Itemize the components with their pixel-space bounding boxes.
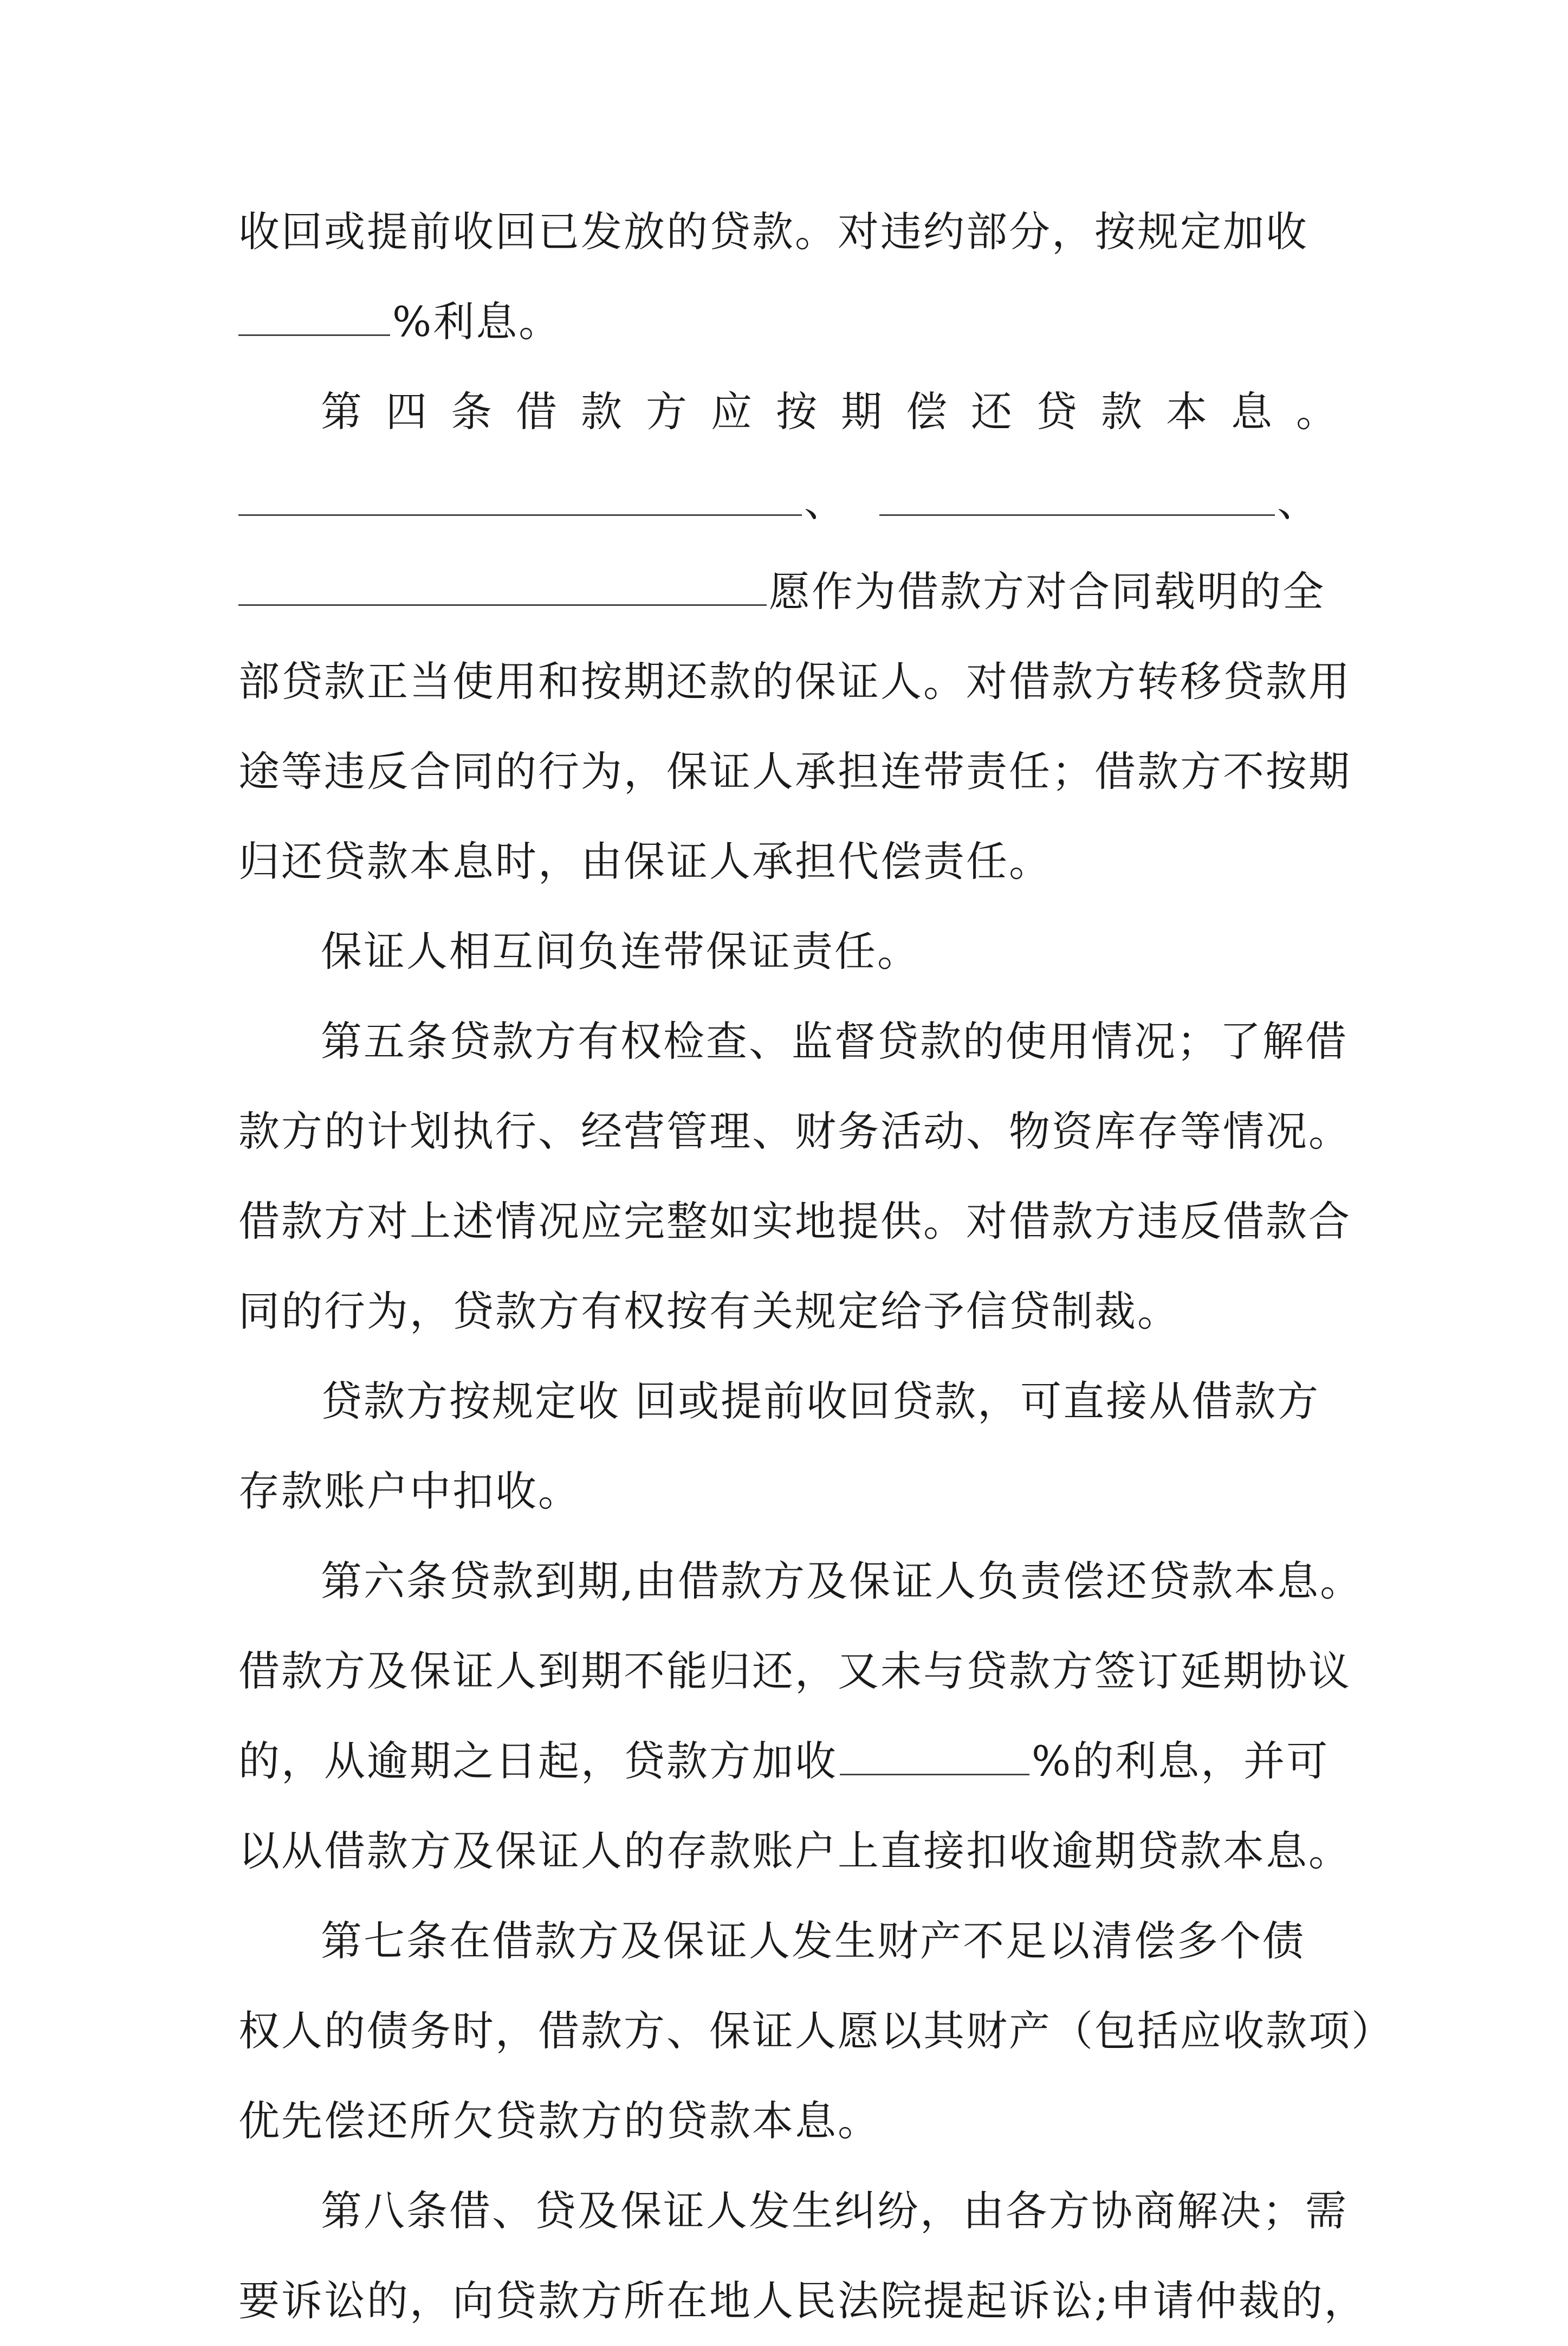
- guarantor-blanks-line: [238, 457, 1338, 547]
- text-line: 款方的计划执行、经营管理、财务活动、物资库存等情况。: [238, 1107, 1351, 1155]
- article-four-heading: 第四条借款方应按期偿还贷款本息。: [321, 387, 1361, 436]
- text-line: 保证人相互间负连带保证责任。: [321, 927, 920, 975]
- text-line: 权人的债务时，借款方、保证人愿以其财产（包括应收款项）: [238, 2007, 1394, 2055]
- interest-blank-line: [238, 277, 1338, 367]
- text-line: 部贷款正当使用和按期还款的保证人。对借款方转移贷款用: [238, 657, 1351, 706]
- line-text: %利息。: [392, 298, 562, 346]
- text-line: 存款账户中扣收。: [238, 1467, 581, 1515]
- contract-text: [238, 187, 1394, 2346]
- blank-field[interactable]: [238, 482, 802, 516]
- blank-field[interactable]: [238, 302, 390, 336]
- text-line: 归还贷款本息时，由保证人承担代偿责任。: [238, 837, 1052, 886]
- separator: 、: [804, 477, 847, 526]
- blank-field[interactable]: [879, 482, 1275, 516]
- blank-field[interactable]: [238, 572, 767, 606]
- text-line: 第五条贷款方有权检查、监督贷款的使用情况；了解借: [321, 1017, 1348, 1065]
- text-line: 优先偿还所欠贷款方的贷款本息。: [238, 2097, 880, 2145]
- text-line: 要诉讼的，向贷款方所在地人民法院提起诉讼;申请仲裁的，: [238, 2277, 1367, 2325]
- overdue-interest-line: [238, 1716, 1338, 1806]
- text-line: 贷款方按规定收 回或提前收回贷款，可直接从借款方: [321, 1377, 1320, 1425]
- text-line: 第七条在借款方及保证人发生财产不足以清偿多个债: [321, 1917, 1305, 1965]
- text-line: 借款方对上述情况应完整如实地提供。对借款方违反借款合: [238, 1197, 1351, 1245]
- text-line: 途等违反合同的行为，保证人承担连带责任；借款方不按期: [238, 747, 1351, 796]
- text-line: 借款方及保证人到期不能归还，又未与贷款方签订延期协议: [238, 1647, 1351, 1695]
- guarantor-line: [238, 547, 1338, 637]
- line-text: 的，从逾期之日起，贷款方加收: [238, 1737, 838, 1785]
- text-line: 收回或提前收回已发放的贷款。对违约部分，按规定加收: [238, 208, 1308, 256]
- text-line: 第八条借、贷及保证人发生纠纷，由各方协商解决；需: [321, 2187, 1348, 2235]
- text-line: 同的行为，贷款方有权按有关规定给予信贷制裁。: [238, 1287, 1180, 1335]
- blank-field[interactable]: [840, 1741, 1029, 1775]
- text-line: 第六条贷款到期,由借款方及保证人负责偿还贷款本息。: [321, 1557, 1363, 1605]
- line-text: %的利息，并可: [1032, 1737, 1330, 1785]
- separator: 、: [1277, 477, 1320, 526]
- text-line: 以从借款方及保证人的存款账户上直接扣收逾期贷款本息。: [238, 1827, 1351, 1875]
- line-text: 愿作为借款方对合同载明的全: [769, 567, 1325, 616]
